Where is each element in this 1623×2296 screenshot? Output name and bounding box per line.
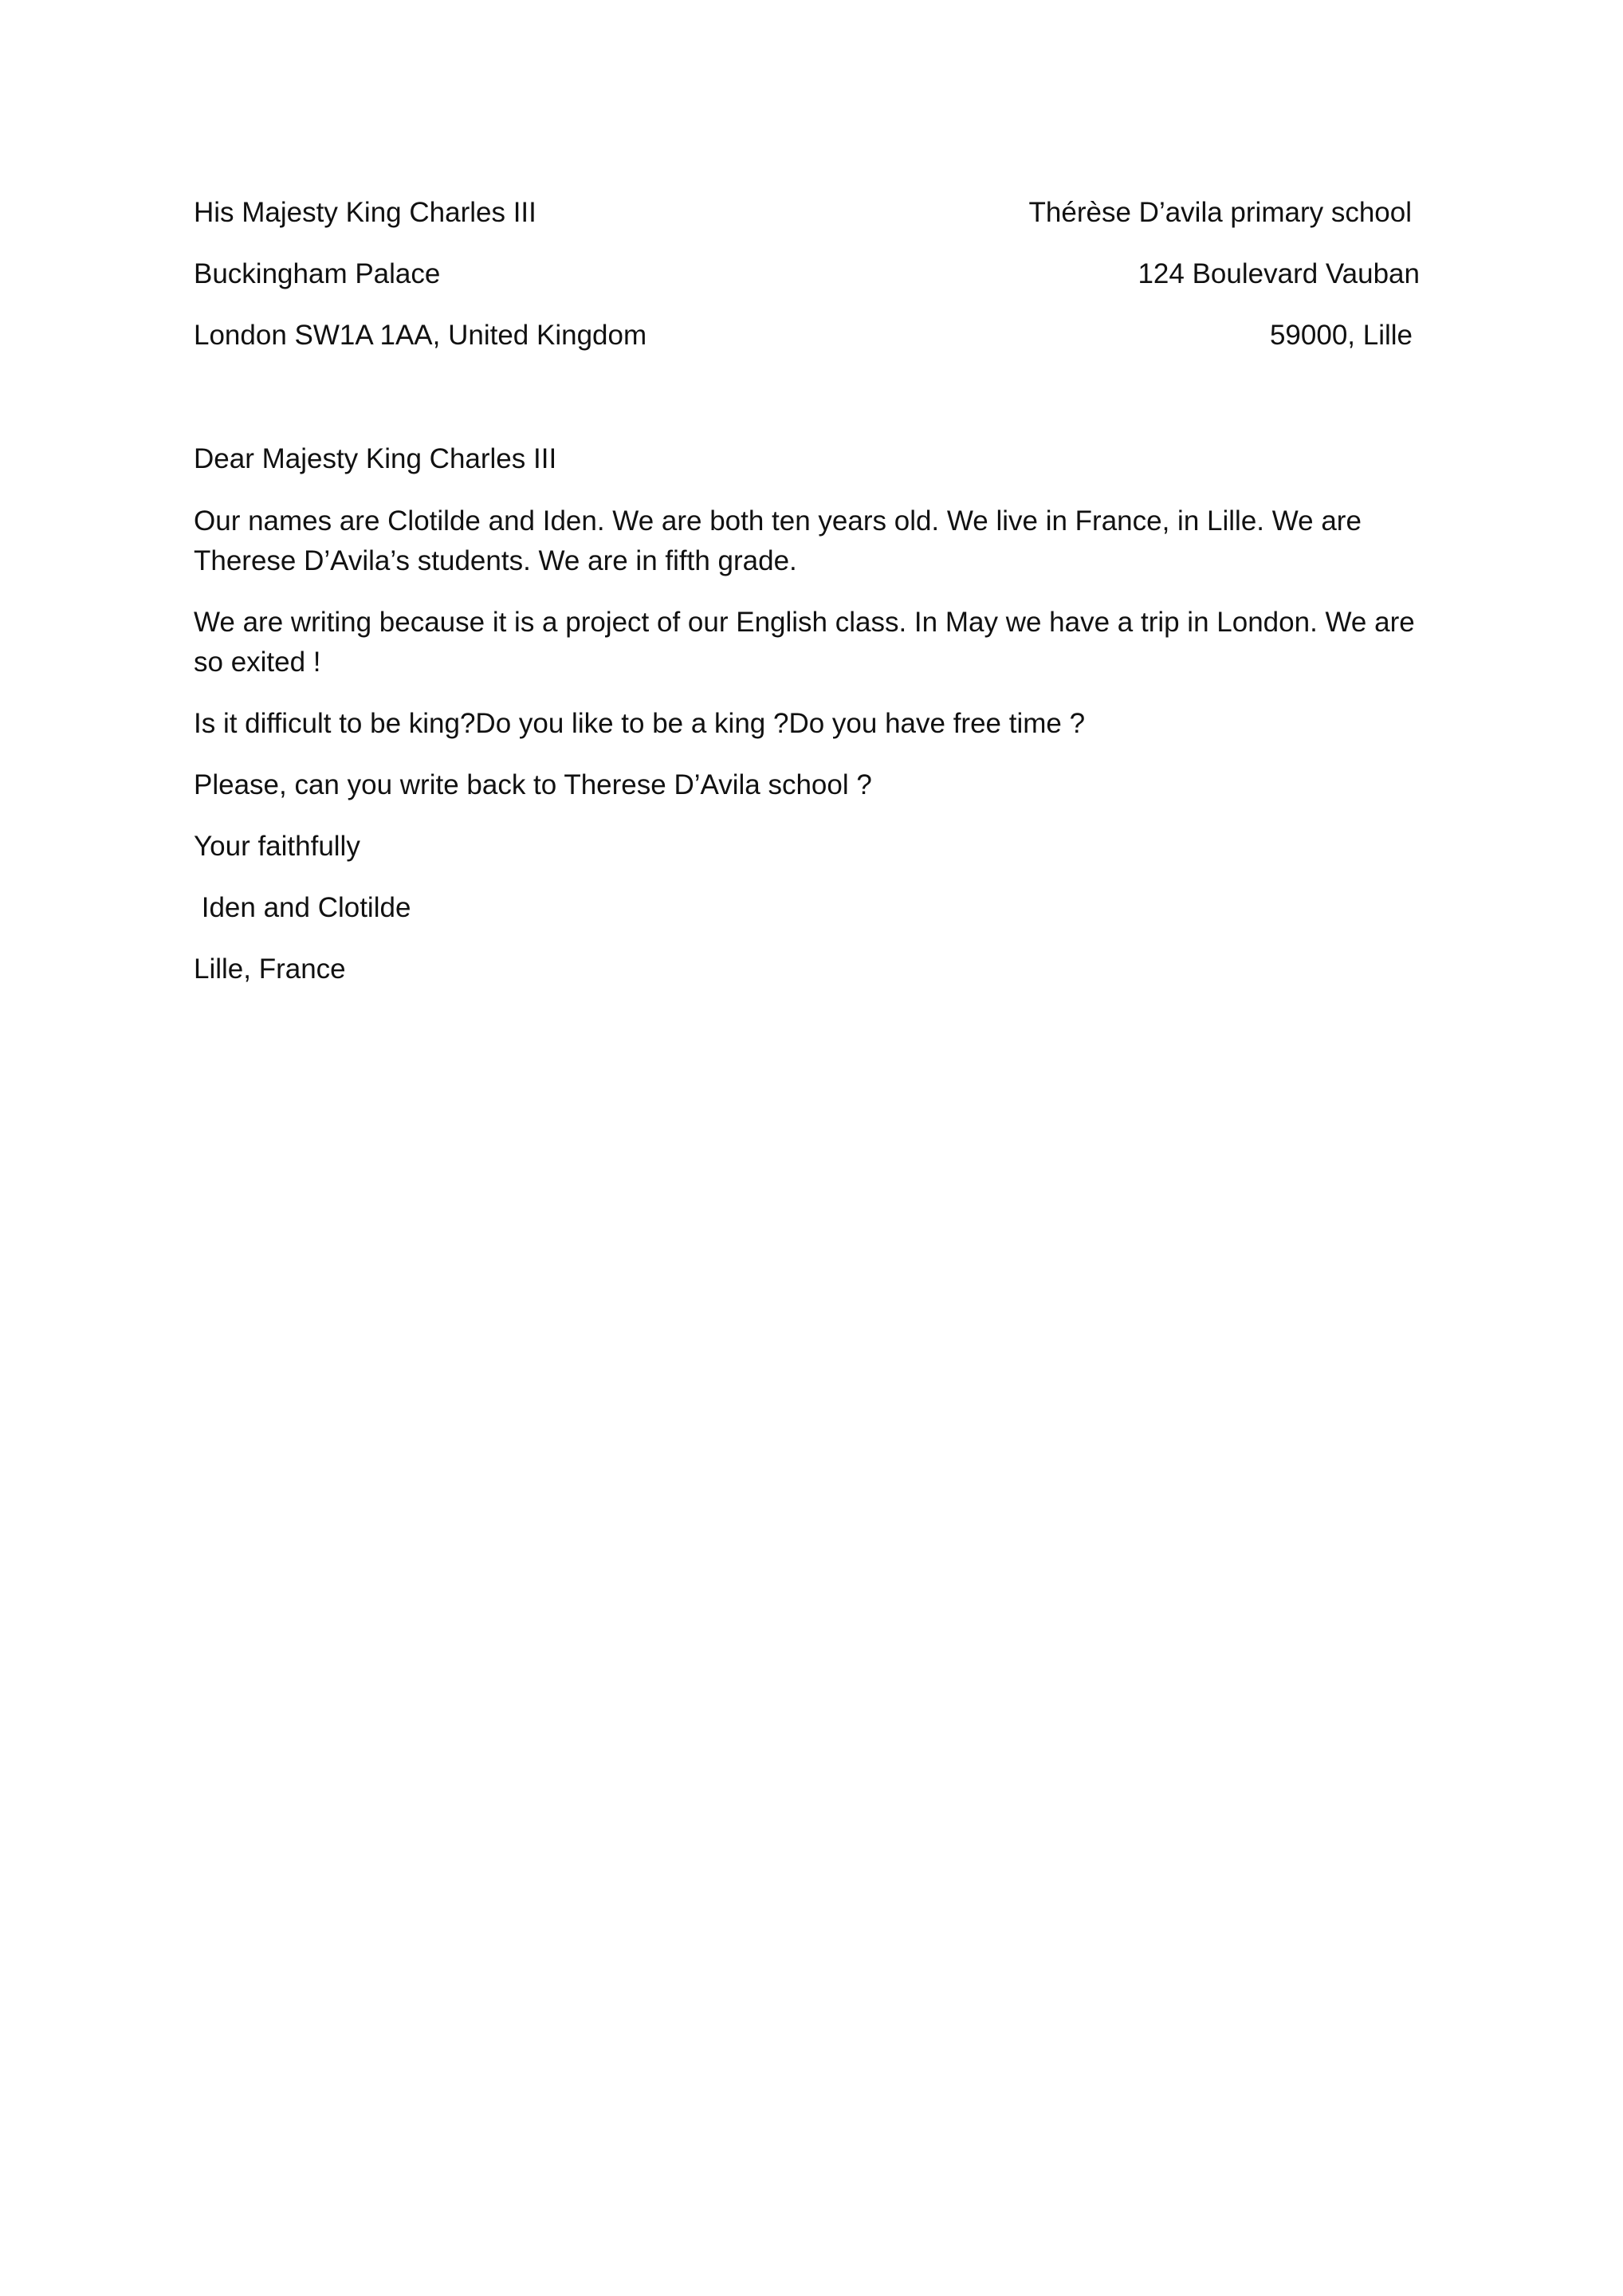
body-paragraph-purpose: We are writing because it is a project of our English class. In May we have a trip in London. We are so exited ! [194,607,1415,678]
body-paragraph-questions: Is it difficult to be king?Do you like to be a king ?Do you have free time ? [194,708,1086,739]
sender-city-line: 59000, Lille [1269,320,1413,351]
sender-school-name: Thérèse D’avila primary school [1028,197,1412,228]
body-paragraph-intro: Our names are Clotilde and Iden. We are both ten years old. We live in France, in Lille. We are Therese D’Avila’s students. We are in fifth grade. [194,505,1362,576]
signature: Iden and Clotilde [194,892,411,923]
recipient-name: His Majesty King Charles III [194,197,536,228]
recipient-address-line: Buckingham Palace [194,258,441,289]
closing: Your faithfully [194,831,360,862]
sender-street-line: 124 Boulevard Vauban [1138,258,1420,289]
place-line: Lille, France [194,953,346,985]
recipient-city-line: London SW1A 1AA, United Kingdom [194,320,647,351]
salutation: Dear Majesty King Charles III [194,443,557,474]
body-paragraph-request: Please, can you write back to Therese D’Avila school ? [194,769,872,800]
